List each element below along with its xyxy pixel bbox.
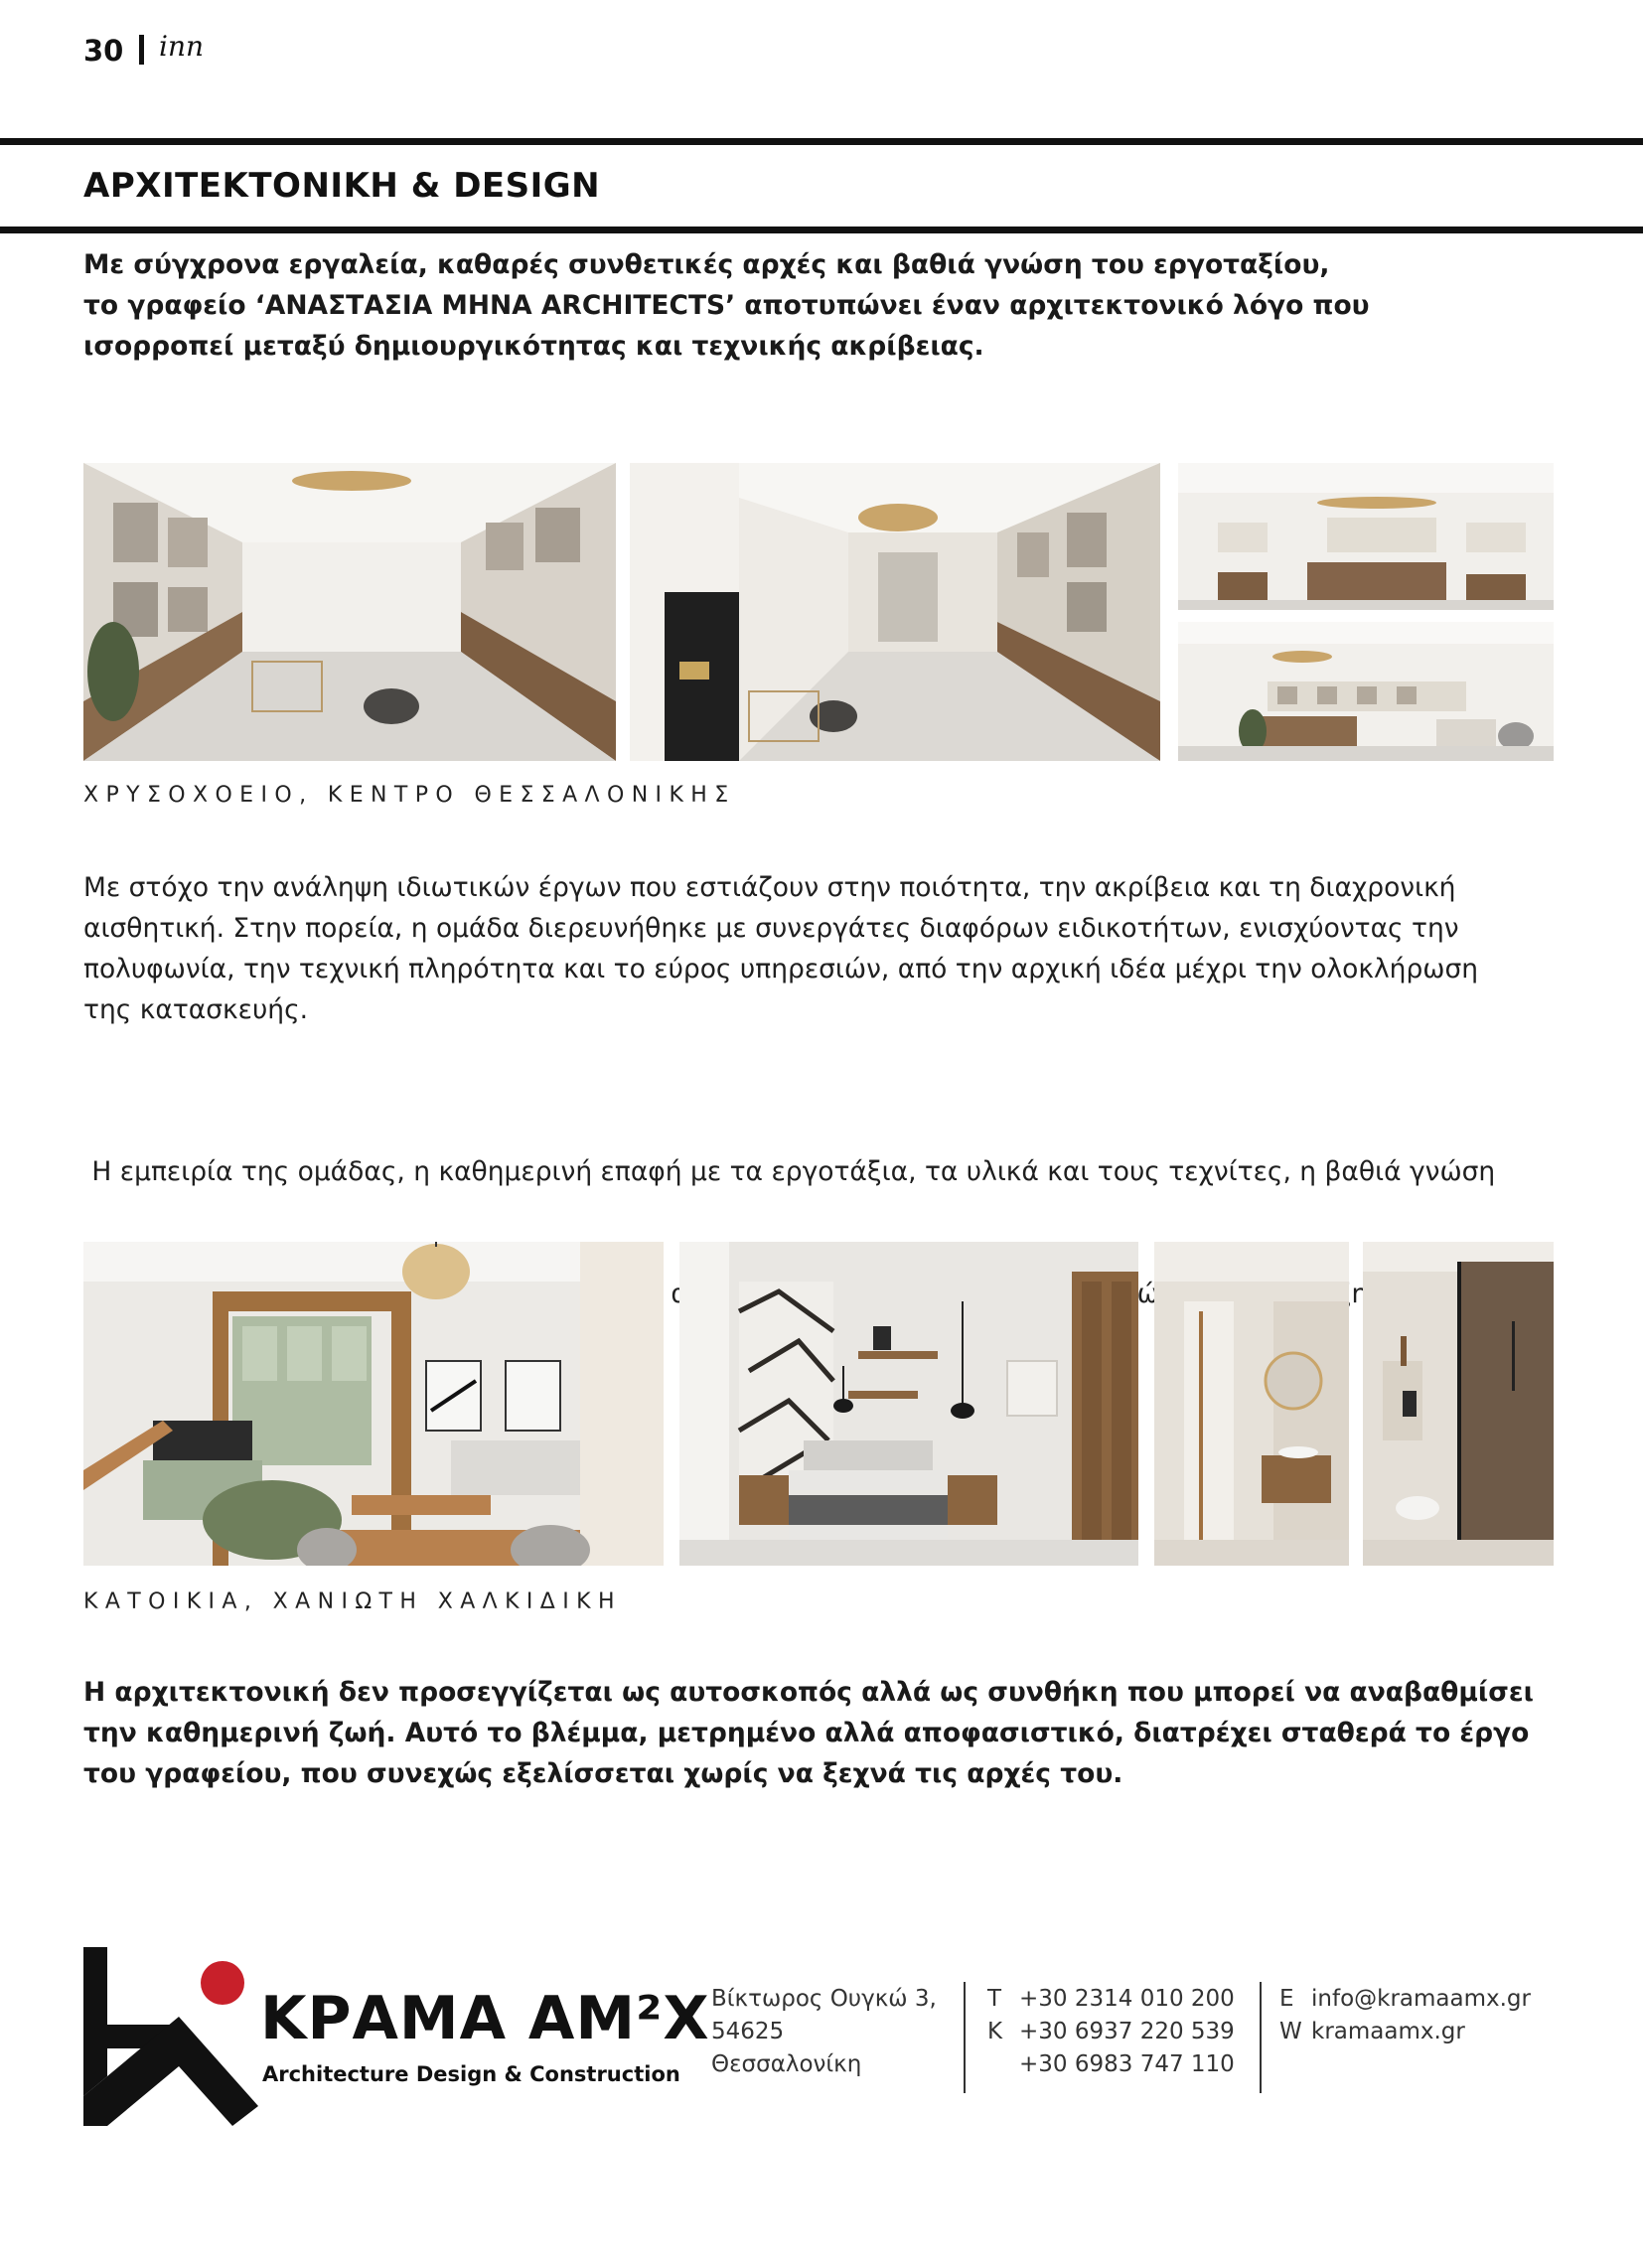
- intro-paragraph: [83, 244, 1395, 367]
- section-rule-top: [0, 138, 1643, 145]
- residence-bathroom-photo-1: [1154, 1242, 1349, 1566]
- intro-line: ισορροπεί μεταξύ δημιουργικότητας και τεχνικής ακρίβειας.: [83, 331, 984, 362]
- magazine-name: inn: [159, 30, 205, 63]
- jewelry-store-photo-3: [1178, 463, 1554, 610]
- body-paragraph-1: [83, 867, 1573, 1030]
- contact-divider: [1260, 1982, 1262, 2093]
- page-number: 30: [83, 34, 124, 68]
- gallery-caption: ΚΑΤΟΙΚΙΑ, ΧΑΝΙΩΤΗ ΧΑΛΚΙΔΙΚΗ: [83, 1589, 622, 1614]
- phone-label: T: [987, 1986, 1002, 2012]
- email-label: E: [1279, 1986, 1294, 2012]
- mobile-number-1[interactable]: +30 6937 220 539: [1019, 2019, 1235, 2044]
- body-line: Με στόχο την ανάληψη ιδιωτικών έργων που εστιάζουν στην ποιότητα, την ακρίβεια και τη διαχρονική: [83, 872, 1456, 903]
- phone-number[interactable]: +30 2314 010 200: [1019, 1986, 1235, 2012]
- residence-bedroom-photo: [679, 1242, 1138, 1566]
- jewelry-store-photo-4: [1178, 622, 1554, 761]
- body-line: της κατασκευής.: [83, 994, 309, 1025]
- outro-line: την καθημερινή ζωή. Αυτό το βλέμμα, μετρημένο αλλά αποφασιστικό, διατρέχει σταθερά το έργο: [83, 1718, 1530, 1748]
- address-city: Θεσσαλονίκη: [711, 2051, 862, 2077]
- gallery-caption: ΧΡΥΣΟΧΟΕΙΟ, ΚΕΝΤΡΟ ΘΕΣΣΑΛΟΝΙΚΗΣ: [83, 783, 736, 808]
- body-line: Η εμπειρία της ομάδας, η καθημερινή επαφή με τα εργοτάξια, τα υλικά και τους τεχνίτες, η βαθιά γνώση: [83, 1156, 1496, 1187]
- residence-living-room-photo: [83, 1242, 664, 1566]
- residence-bathroom-photo-2: [1363, 1242, 1554, 1566]
- address-street: Βίκτωρος Ουγκώ 3,: [711, 1986, 937, 2012]
- mobile-label: K: [987, 2019, 1003, 2044]
- brand-name: ΚΡΑΜΑ ΑΜ²Χ: [260, 1984, 710, 2053]
- contact-phones: [987, 1983, 1235, 2081]
- outro-line: του γραφείου, που συνεχώς εξελίσσεται χωρίς να ξεχνά τις αρχές του.: [83, 1758, 1123, 1789]
- mobile-number-2[interactable]: +30 6983 747 110: [1019, 2051, 1235, 2077]
- address-postcode: 54625: [711, 2019, 785, 2044]
- section-rule-bottom: [0, 227, 1643, 233]
- brand-tagline: Architecture Design & Construction: [262, 2062, 680, 2086]
- contact-address: [711, 1983, 937, 2081]
- outro-line: Η αρχιτεκτονική δεν προσεγγίζεται ως αυτοσκοπός αλλά ως συνθήκη που μπορεί να αναβαθμίσει: [83, 1677, 1534, 1708]
- intro-line: το γραφείο ‘ΑΝΑΣΤΑΣΙΑ ΜΗΝΑ ARCHITECTS’ αποτυπώνει έναν αρχιτεκτονικό λόγο που: [83, 290, 1370, 321]
- web-label: W: [1279, 2019, 1302, 2044]
- page-number-separator: [139, 35, 144, 65]
- intro-line: Με σύγχρονα εργαλεία, καθαρές συνθετικές αρχές και βαθιά γνώση του εργοταξίου,: [83, 249, 1330, 280]
- logo-red-dot: [201, 1961, 244, 2005]
- contact-online: [1279, 1983, 1531, 2048]
- krama-logo-icon: [83, 1947, 258, 2126]
- contact-divider: [964, 1982, 966, 2093]
- jewelry-store-photo-2: [630, 463, 1160, 761]
- website-link[interactable]: kramaamx.gr: [1311, 2019, 1465, 2044]
- body-line: πώς: [1120, 1279, 1175, 1309]
- section-title: ΑΡΧΙΤΕΚΤΟΝΙΚΗ & DESIGN: [83, 166, 601, 206]
- jewelry-store-photo-1: [83, 463, 616, 761]
- email-link[interactable]: info@kramaamx.gr: [1311, 1986, 1531, 2012]
- outro-paragraph: [83, 1672, 1573, 1794]
- body-line: πολυφωνία, την τεχνική πληρότητα και το εύρος υπηρεσιών, από την αρχική ιδέα μέχρι την ολοκλήρωση: [83, 954, 1479, 984]
- body-line: αισθητική. Στην πορεία, η ομάδα διερευνήθηκε με συνεργάτες διαφόρων ειδικοτήτων, ενισχύοντας την: [83, 913, 1459, 944]
